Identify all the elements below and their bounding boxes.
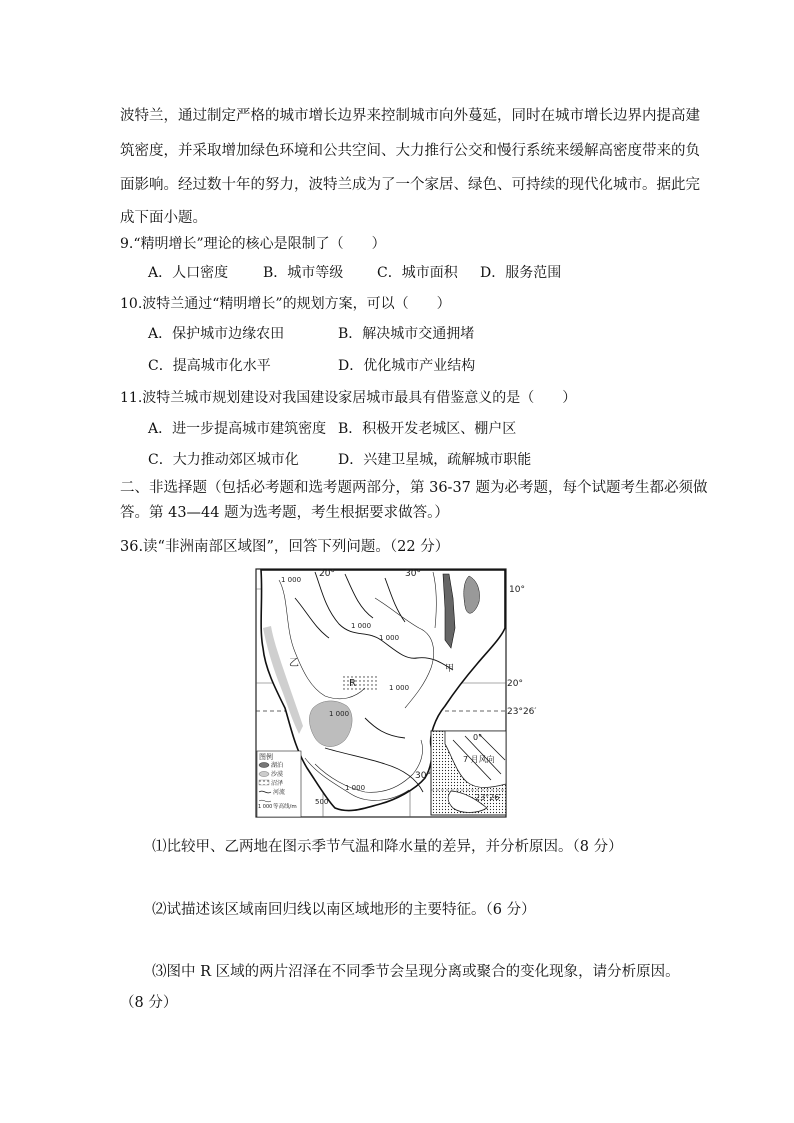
contour-label-4: 1 000	[389, 684, 410, 692]
contour-label-3: 1 000	[379, 634, 400, 642]
place-label-yi: 乙	[289, 658, 299, 669]
legend-contour: 等高线/m	[273, 804, 297, 810]
legend-river: 河流	[273, 789, 286, 796]
lon-label-20: 20°	[319, 569, 335, 579]
legend-contour-sample: 1 000	[258, 804, 273, 810]
lat-label-10: 10°	[509, 585, 525, 595]
legend-lake: 湖泊	[271, 762, 284, 769]
place-label-jia: 甲	[445, 664, 455, 674]
question-10-options-row1	[148, 323, 474, 343]
q11-option-d[interactable]: D．兴建卫星城，疏解城市职能	[338, 452, 532, 468]
legend-title: 图例	[259, 753, 273, 761]
question-11-options-row1	[148, 418, 516, 438]
question-36-sub-3: ⑶图中 R 区域的两片沼泽在不同季节会呈现分离或聚合的变化现象，请分析原因。	[152, 964, 680, 980]
question-36-sub-1: ⑴比较甲、乙两地在图示季节气温和降水量的差异，并分析原因。（8 分）	[152, 839, 623, 855]
inset-label-wind: 7 月风向	[463, 755, 495, 764]
question-36-stem: 36.读“非洲南部区域图”，回答下列问题。（22 分）	[120, 539, 450, 555]
inset-label-tropic: 23°26′	[475, 793, 502, 802]
q9-option-b[interactable]: B．城市等级	[263, 265, 344, 281]
question-11-stem: 11.波特兰城市规划建设对我国建设家居城市最具有借鉴意义的是（ ）	[120, 390, 577, 406]
intro-line-1: 波特兰，通过制定严格的城市增长边界来控制城市向外蔓延，同时在城市增长边界内提高建	[120, 108, 700, 124]
question-36-sub-3-score: （8 分）	[120, 995, 178, 1011]
contour-label-2: 1 000	[351, 622, 372, 630]
q9-option-a[interactable]: A．人口密度	[148, 265, 229, 281]
lat-label-tropic: 23°26′	[507, 707, 537, 717]
intro-line-3: 面影响。经过数十年的努力，波特兰成为了一个家居、绿色、可持续的现代化城市。据此完	[120, 177, 700, 193]
q10-option-a[interactable]: A．保护城市边缘农田	[148, 326, 285, 342]
question-11-options-row2	[148, 449, 531, 469]
q10-option-d[interactable]: D．优化城市产业结构	[338, 358, 476, 374]
lat-label-20: 20°	[507, 679, 523, 689]
inset-map	[431, 731, 506, 815]
place-label-r: R	[349, 678, 356, 689]
question-36-sub-2: ⑵试描述该区域南回归线以南区域地形的主要特征。（6 分）	[152, 902, 536, 918]
lon-label-30: 30°	[405, 569, 421, 579]
intro-line-2: 筑密度，并采取增加绿色环境和公共空间、大力推行公交和慢行系统来缓解高密度带来的负	[120, 143, 700, 159]
question-9-options	[148, 262, 561, 282]
q11-option-c[interactable]: C．大力推动郊区城市化	[148, 452, 299, 468]
q11-option-b[interactable]: B．积极开发老城区、棚户区	[338, 421, 517, 437]
contour-label-6: 1 000	[345, 784, 366, 792]
section2-line-2: 答。第 43—44 题为选考题，考生根据要求做答。）	[120, 505, 449, 521]
q9-option-c[interactable]: C．城市面积	[377, 265, 458, 281]
contour-label-5: 1 000	[329, 710, 350, 718]
q9-option-d[interactable]: D．服务范围	[480, 265, 562, 281]
legend-desert: 沙漠	[271, 771, 284, 778]
q10-option-b[interactable]: B．解决城市交通拥堵	[338, 326, 475, 342]
inset-label-equator: 0°	[473, 733, 483, 742]
question-9-stem: 9.“精明增长”理论的核心是限制了（ ）	[120, 236, 386, 252]
lat-label-30: 30°	[415, 771, 431, 781]
q10-option-c[interactable]: C．提高城市化水平	[148, 358, 271, 374]
question-10-stem: 10.波特兰通过“精明增长”的规划方案，可以（ ）	[120, 296, 451, 312]
q11-option-a[interactable]: A．进一步提高城市建筑密度	[148, 421, 327, 437]
intro-line-4: 成下面小题。	[120, 210, 207, 226]
question-10-options-row2	[148, 355, 475, 375]
section2-line-1: 二、非选择题（包括必考题和选考题两部分，第 36-37 题为必考题，每个试题考生都必须做	[120, 480, 708, 496]
contour-label-7: 500	[315, 798, 329, 806]
southern-africa-map	[255, 568, 537, 820]
legend-swamp: 沼泽	[271, 780, 284, 787]
contour-label-1: 1 000	[281, 576, 302, 584]
